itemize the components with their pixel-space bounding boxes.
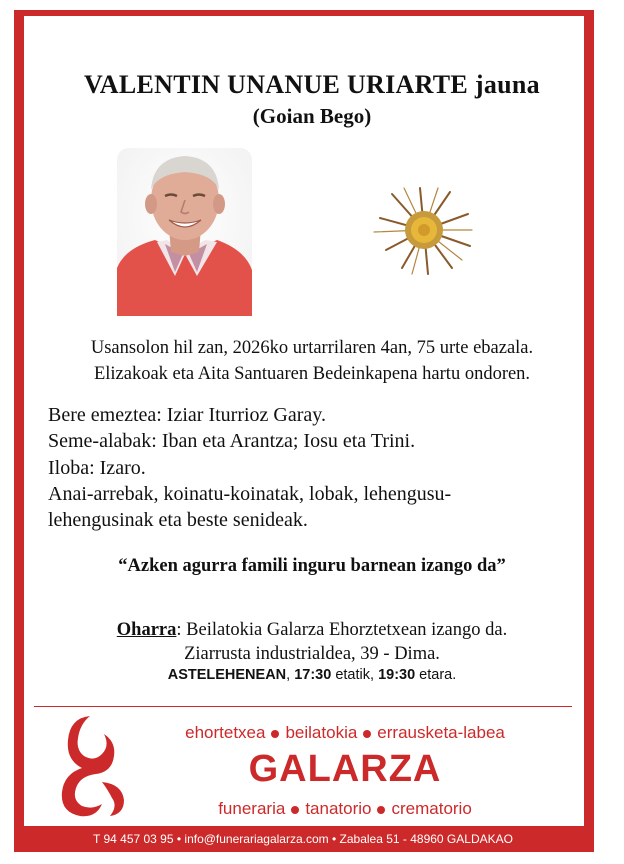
schedule-time-end: 19:30: [378, 667, 416, 683]
schedule-from: etatik,: [331, 667, 379, 683]
family-list: [48, 402, 451, 533]
service-funeraria: funeraria: [218, 799, 286, 818]
portrait-photo: [117, 148, 252, 316]
service-crematorio: crematorio: [391, 799, 472, 818]
schedule-sep: ,: [286, 667, 295, 683]
family-line-grandchild: Iloba: Izaro.: [48, 456, 146, 479]
note-label: Oharra: [116, 620, 177, 640]
brand-name: GALARZA: [248, 748, 442, 790]
deceased-name: VALENTIN UNANUE URIARTE jauna: [84, 70, 540, 99]
divider-line: [34, 706, 572, 707]
family-line-siblings: Anai-arrebak, koinatu-koinatak, lobak, lehengusu-: [48, 482, 452, 505]
family-line-spouse: Bere emeztea: Iziar Iturrioz Garay.: [48, 404, 326, 426]
schedule-to: etara.: [415, 667, 457, 683]
farewell-quote: “Azken agurra famili inguru barnean izango da”: [118, 556, 506, 576]
family-line-cousins: lehengusinak eta beste senideak.: [48, 509, 308, 532]
service-ehortetxea: ehortetxea: [185, 723, 266, 742]
schedule-time-start: 17:30: [294, 667, 332, 683]
sacraments-line: Elizakoak eta Aita Santuaren Bedeinkapena hartu ondoren.: [93, 364, 531, 384]
note-text: : Beilatokia Galarza Ehorztetxean izango da.: [176, 620, 508, 640]
bullet-dot-icon: [271, 730, 279, 738]
bullet-dot-icon: [377, 806, 385, 814]
service-beilatokia: beilatokia: [285, 723, 358, 742]
address-line: Ziarrusta industrialdea, 39 - Dima.: [184, 644, 440, 664]
thistle-flower-icon: [372, 184, 476, 278]
service-errausketa: errausketa-labea: [377, 723, 505, 742]
schedule-line: [0, 667, 624, 683]
bullet-dot-icon: [291, 806, 299, 814]
services-basque: [140, 723, 550, 743]
bullet-dot-icon: [363, 730, 371, 738]
schedule-day: ASTELEHENEAN: [167, 667, 287, 683]
contact-footer: T 94 457 03 95 • info@funerariagalarza.com • Zabalea 51 - 48960 GALDAKAO: [18, 826, 588, 852]
family-line-children: Seme-alabak: Iban eta Arantza; Iosu eta Trini.: [48, 430, 416, 453]
note-line: [0, 620, 624, 641]
service-tanatorio: tanatorio: [305, 799, 372, 818]
services-spanish: [140, 799, 550, 819]
death-announcement: Usansolon hil zan, 2026ko urtarrilaren 4an, 75 urte ebazala.: [90, 338, 534, 358]
galarza-logo-icon: [52, 712, 132, 820]
subtitle-goian-bego: (Goian Bego): [252, 104, 372, 128]
